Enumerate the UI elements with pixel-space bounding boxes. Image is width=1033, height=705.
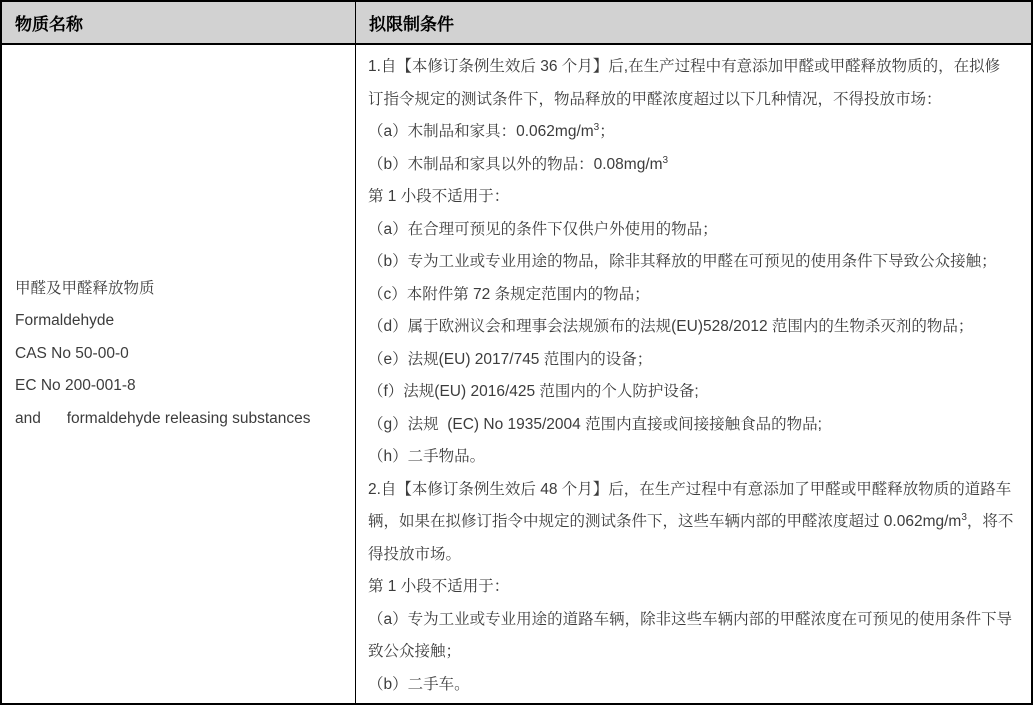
substance-line: Formaldehyde [15,312,115,330]
condition-paragraph: （h）二手物品。 [368,448,486,465]
condition-paragraph: 第 1 小段不适用于： [368,188,510,205]
substance-line: 甲醛及甲醛释放物质 [15,279,155,297]
column-header-substance-name: 物质名称 [2,2,356,45]
condition-paragraph: （a）专为工业或专业用途的道路车辆，除非这些车辆内部的甲醛浓度在可预见的使用条件下导致公众接触； [368,610,1013,660]
column-header-restriction-conditions: 拟限制条件 [356,2,1031,45]
condition-paragraph: （b）二手车。 [368,675,470,693]
condition-paragraph: （b）专为工业或专业用途的物品，除非其释放的甲醛在可预见的使用条件下导致公众接触； [368,253,997,270]
condition-paragraph: （e）法规(EU) 2017/745 范围内的设备； [368,350,653,368]
condition-paragraph: （a）木制品和家具：$0.062mg/m^3$； [368,121,615,140]
substance-line: and formaldehyde releasing substances [15,409,311,427]
condition-paragraph: 第 1 小段不适用于： [368,578,510,595]
condition-paragraph: （c）本附件第 72 条规定范围内的物品； [368,285,650,303]
condition-paragraph: 1.自【本修订条例生效后 36 个月】后,在生产过程中有意添加甲醛或甲醛释放物质的，在拟修订指令规定的测试条件下，物品释放的甲醛浓度超过以下几种情况，不得投放市场： [368,58,1001,108]
substance-line: EC No 200-001-8 [15,377,136,395]
condition-paragraph: （d）属于欧洲议会和理事会法规颁布的法规(EU)528/2012 范围内的生物杀灭剂的物品； [368,318,974,335]
condition-paragraph: （a）在合理可预见的条件下仅供户外使用的物品； [368,220,718,238]
substance-line: CAS No 50-00-0 [15,344,129,362]
conditions-cell [356,45,1031,703]
condition-paragraph: （b）木制品和家具以外的物品：$0.08mg/m^3$ [368,154,669,173]
substance-cell [2,45,356,703]
condition-paragraph: （g）法规 (EC) No 1935/2004 范围内直接或间接接触食品的物品; [368,415,822,433]
condition-paragraph: （f）法规(EU) 2016/425 范围内的个人防护设备; [368,383,699,400]
condition-paragraph: 2.自【本修订条例生效后 48 个月】后，在生产过程中有意添加了甲醛或甲醛释放物质的道路车辆，如果在拟修订指令中规定的测试条件下，这些车辆内部的甲醛浓度超过 $0.062mg/m^3$，将不得投放市场。 [368,480,1014,563]
